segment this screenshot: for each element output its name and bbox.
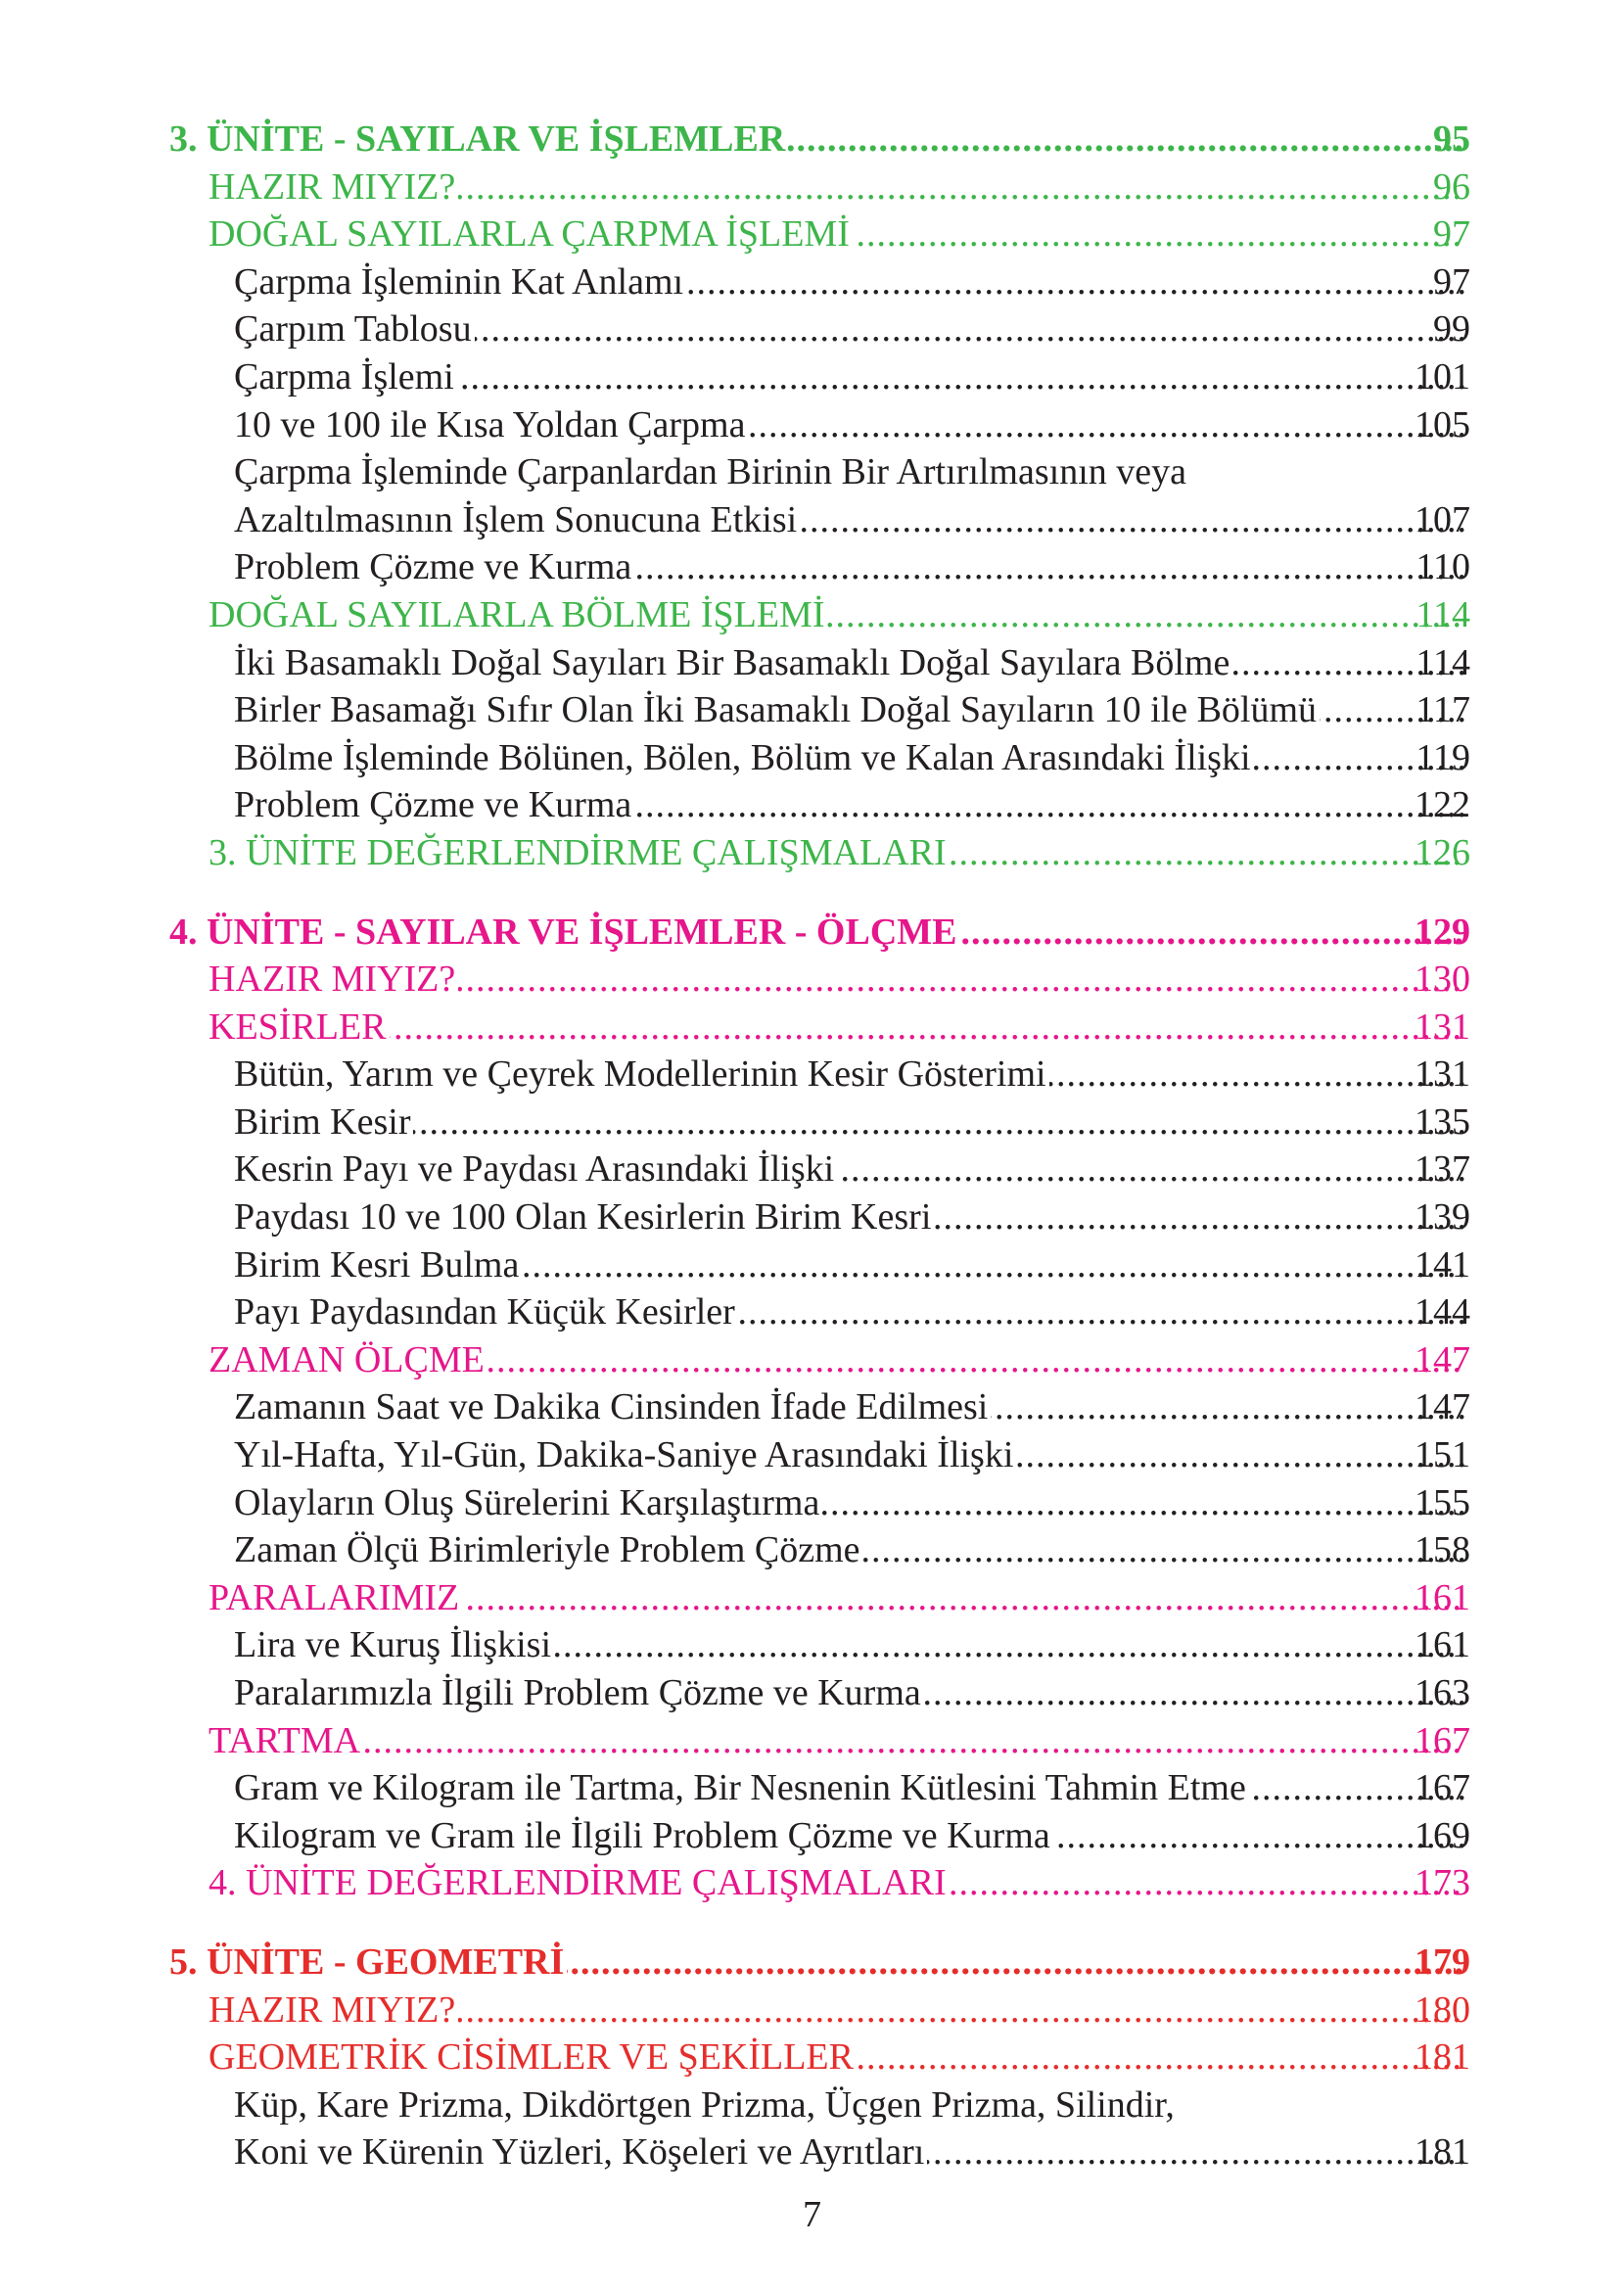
toc-page-number: 131 [1415, 1053, 1470, 1096]
topic-entry[interactable] [0, 1812, 1624, 1860]
page-number: 7 [803, 2194, 821, 2235]
topic-entry[interactable] [0, 1193, 1624, 1241]
toc-entry-title: HAZIR MIYIZ? [209, 958, 458, 1000]
toc-entry-title: Kesrin Payı ve Paydası Arasındaki İlişki [234, 1148, 837, 1190]
toc-leader [234, 1099, 1464, 1146]
toc-page-number: 141 [1415, 1243, 1470, 1286]
toc-entry-title: Çarpma İşleminde Çarpanlardan Birinin Bir Artırılmasının veya [234, 451, 1189, 492]
chapter-entry[interactable] [0, 1987, 1624, 2034]
toc-page-number: 95 [1433, 118, 1470, 160]
chapter-entry[interactable] [0, 1859, 1624, 1907]
toc-leader [169, 1939, 1464, 1987]
toc-entry-title: Gram ve Kilogram ile Tartma, Bir Nesnenin Kütlesini Tahmin Etme [234, 1767, 1249, 1808]
toc-entry-title: 10 ve 100 ile Kısa Yoldan Çarpma [234, 404, 748, 445]
toc-page-number: 114 [1415, 593, 1470, 635]
toc-leader [209, 2034, 1464, 2081]
topic-entry[interactable] [0, 496, 1624, 544]
topic-entry[interactable] [0, 448, 1624, 496]
topic-entry[interactable] [0, 353, 1624, 401]
chapter-entry[interactable] [0, 829, 1624, 877]
toc-page-number: 96 [1433, 165, 1470, 208]
section-gap [0, 1907, 1624, 1939]
toc-page-number: 151 [1415, 1434, 1470, 1476]
toc-leader [234, 1051, 1464, 1099]
toc-entry-title: 3. ÜNİTE - SAYILAR VE İŞLEMLER [169, 118, 788, 160]
table-of-contents [0, 116, 1624, 2176]
unit-heading[interactable] [0, 909, 1624, 957]
topic-entry[interactable] [0, 1051, 1624, 1099]
topic-entry[interactable] [0, 1146, 1624, 1193]
chapter-entry[interactable] [0, 956, 1624, 1004]
toc-entry-title: Paydası 10 ve 100 Olan Kesirlerin Birim Kesri [234, 1196, 934, 1238]
toc-leader [234, 258, 1464, 306]
toc-entry-title: Birim Kesri Bulma [234, 1244, 522, 1286]
toc-leader [234, 353, 1464, 401]
toc-entry-title: Lira ve Kuruş İlişkisi [234, 1624, 554, 1665]
topic-entry[interactable] [0, 1621, 1624, 1669]
topic-entry[interactable] [0, 1241, 1624, 1289]
toc-leader [234, 543, 1464, 591]
toc-page-number: 114 [1415, 641, 1470, 683]
toc-page-number: 126 [1415, 831, 1470, 873]
toc-entry-title: İki Basamaklı Doğal Sayıları Bir Basamaklı Doğal Sayılara Bölme [234, 642, 1232, 683]
chapter-entry[interactable] [0, 1004, 1624, 1052]
toc-entry-title: PARALARIMIZ [209, 1577, 462, 1618]
topic-entry[interactable] [0, 1669, 1624, 1717]
toc-page-number: 144 [1415, 1291, 1470, 1333]
toc-entry-title: 5. ÜNİTE - GEOMETRİ [169, 1941, 567, 1983]
toc-page-number: 99 [1433, 308, 1470, 351]
toc-page-number: 139 [1415, 1196, 1470, 1239]
toc-entry-title: KESİRLER [209, 1006, 390, 1048]
toc-entry-title: Çarpım Tablosu [234, 308, 475, 350]
toc-page-number: 147 [1415, 1386, 1470, 1428]
topic-entry[interactable] [0, 1099, 1624, 1146]
toc-leader [209, 1987, 1464, 2034]
toc-entry-title: 3. ÜNİTE DEĞERLENDİRME ÇALIŞMALARI [209, 832, 950, 873]
toc-entry-title: 4. ÜNİTE - SAYILAR VE İŞLEMLER - ÖLÇME [169, 912, 960, 953]
toc-entry-title: 4. ÜNİTE DEĞERLENDİRME ÇALIŞMALARI [209, 1862, 950, 1903]
toc-page-number: 137 [1415, 1148, 1470, 1191]
toc-entry-title: Problem Çözme ve Kurma [234, 784, 634, 825]
toc-entry-title: Problem Çözme ve Kurma [234, 546, 634, 587]
topic-entry[interactable] [0, 1431, 1624, 1479]
toc-page-number: 135 [1415, 1100, 1470, 1143]
toc-page-number: 181 [1415, 2131, 1470, 2174]
toc-entry-title: Çarpma İşleminin Kat Anlamı [234, 261, 686, 303]
unit-heading[interactable] [0, 1939, 1624, 1987]
toc-entry-title: DOĞAL SAYILARLA ÇARPMA İŞLEMİ [209, 213, 853, 255]
toc-leader [234, 448, 1526, 496]
toc-leader [234, 1193, 1464, 1241]
toc-page-number: 129 [1415, 911, 1470, 953]
toc-leader [234, 1764, 1464, 1812]
toc-leader [234, 1479, 1464, 1527]
toc-entry-title: Kilogram ve Gram ile İlgili Problem Çözme ve Kurma [234, 1815, 1053, 1856]
toc-entry-title: Olayların Oluş Sürelerini Karşılaştırma [234, 1482, 822, 1523]
topic-entry[interactable] [0, 781, 1624, 829]
toc-leader [234, 2081, 1526, 2129]
toc-leader [169, 909, 1464, 957]
toc-leader [234, 734, 1464, 782]
chapter-entry[interactable] [0, 210, 1624, 258]
toc-entry-title: Çarpma İşlemi [234, 356, 457, 397]
toc-page-number: 179 [1415, 1940, 1470, 1983]
chapter-entry[interactable] [0, 1574, 1624, 1622]
topic-entry[interactable] [0, 258, 1624, 306]
toc-leader [234, 1288, 1464, 1336]
toc-page-number: 122 [1415, 784, 1470, 826]
toc-entry-title: Zaman Ölçü Birimleriyle Problem Çözme [234, 1529, 863, 1570]
toc-leader [234, 305, 1464, 353]
topic-entry[interactable] [0, 686, 1624, 734]
toc-page-number: 167 [1415, 1767, 1470, 1809]
topic-entry[interactable] [0, 2128, 1624, 2176]
toc-entry-title: Payı Paydasından Küçük Kesirler [234, 1291, 738, 1333]
toc-page-number: 155 [1415, 1481, 1470, 1523]
unit-heading[interactable] [0, 116, 1624, 164]
chapter-entry[interactable] [0, 1717, 1624, 1765]
toc-leader [234, 1241, 1464, 1289]
topic-entry[interactable] [0, 543, 1624, 591]
topic-entry[interactable] [0, 1288, 1624, 1336]
toc-leader [209, 1717, 1464, 1765]
toc-page-number: 107 [1415, 498, 1470, 540]
toc-page-number: 105 [1415, 403, 1470, 445]
toc-leader [234, 1383, 1464, 1431]
chapter-entry[interactable] [0, 2034, 1624, 2081]
chapter-entry[interactable] [0, 1336, 1624, 1384]
toc-page-number: 147 [1415, 1338, 1470, 1380]
toc-leader [209, 591, 1464, 639]
toc-page-number: 130 [1415, 958, 1470, 1001]
toc-leader [234, 1146, 1464, 1193]
toc-leader [234, 781, 1464, 829]
toc-leader [234, 1431, 1464, 1479]
toc-entry-title: Yıl-Hafta, Yıl-Gün, Dakika-Saniye Arasındaki İlişki [234, 1434, 1016, 1475]
topic-entry[interactable] [0, 401, 1624, 449]
toc-entry-title: GEOMETRİK CİSİMLER VE ŞEKİLLER [209, 2036, 857, 2078]
toc-page-number: 173 [1415, 1862, 1470, 1904]
toc-page-number: 167 [1415, 1719, 1470, 1761]
toc-leader [209, 829, 1464, 877]
toc-entry-title: Küp, Kare Prizma, Dikdörtgen Prizma, Üçgen Prizma, Silindir, [234, 2084, 1178, 2126]
toc-entry-title: HAZIR MIYIZ? [209, 166, 458, 208]
topic-entry[interactable] [0, 1383, 1624, 1431]
toc-entry-title: Koni ve Kürenin Yüzleri, Köşeleri ve Ayrıtları [234, 2131, 927, 2173]
topic-entry[interactable] [0, 1479, 1624, 1527]
toc-page-number: 161 [1415, 1576, 1470, 1618]
toc-leader [234, 1669, 1464, 1717]
toc-entry-title: TARTMA [209, 1720, 363, 1761]
toc-leader [169, 116, 1464, 164]
toc-leader [209, 1859, 1464, 1907]
topic-entry[interactable] [0, 2081, 1624, 2129]
toc-leader [234, 2128, 1464, 2176]
topic-entry[interactable] [0, 1764, 1624, 1812]
toc-entry-title: HAZIR MIYIZ? [209, 1989, 458, 2031]
toc-leader [209, 1574, 1464, 1622]
toc-entry-title: Birim Kesir [234, 1101, 413, 1143]
toc-entry-title: DOĞAL SAYILARLA BÖLME İŞLEMİ [209, 594, 827, 635]
toc-entry-title: ZAMAN ÖLÇME [209, 1339, 487, 1380]
toc-page-number: 180 [1415, 1988, 1470, 2031]
toc-entry-title: Bölme İşleminde Bölünen, Bölen, Bölüm ve Kalan Arasındaki İlişki [234, 737, 1254, 778]
toc-entry-title: Birler Basamağı Sıfır Olan İki Basamaklı Doğal Sayıların 10 ile Bölümü [234, 689, 1320, 730]
toc-page-number: 158 [1415, 1529, 1470, 1571]
toc-page-number: 119 [1415, 736, 1470, 778]
toc-page-number: 97 [1433, 213, 1470, 256]
toc-page-number: 101 [1415, 355, 1470, 397]
toc-leader [209, 164, 1464, 211]
toc-leader [209, 210, 1464, 258]
toc-page-number: 131 [1415, 1005, 1470, 1048]
chapter-entry[interactable] [0, 591, 1624, 639]
toc-leader [234, 401, 1464, 449]
toc-page-number: 117 [1415, 689, 1470, 731]
toc-entry-title: Bütün, Yarım ve Çeyrek Modellerinin Kesir Gösterimi [234, 1053, 1049, 1095]
toc-page-number: 110 [1415, 546, 1470, 588]
toc-page-number: 181 [1415, 2036, 1470, 2079]
toc-leader [209, 1004, 1464, 1052]
toc-page-number: 169 [1415, 1814, 1470, 1856]
toc-leader [234, 496, 1464, 544]
toc-leader [234, 639, 1464, 687]
toc-leader [234, 1526, 1464, 1574]
toc-entry-title: Zamanın Saat ve Dakika Cinsinden İfade Edilmesi [234, 1386, 991, 1427]
toc-leader [234, 1621, 1464, 1669]
topic-entry[interactable] [0, 1526, 1624, 1574]
toc-leader [209, 956, 1464, 1004]
toc-page-number: 163 [1415, 1672, 1470, 1713]
topic-entry[interactable] [0, 305, 1624, 353]
topic-entry[interactable] [0, 639, 1624, 687]
toc-entry-title: Paralarımızla İlgili Problem Çözme ve Kurma [234, 1672, 924, 1713]
chapter-entry[interactable] [0, 164, 1624, 211]
section-gap [0, 877, 1624, 909]
toc-entry-title: Azaltılmasının İşlem Sonucuna Etkisi [234, 499, 800, 540]
toc-leader [234, 686, 1464, 734]
topic-entry[interactable] [0, 734, 1624, 782]
toc-page-number: 97 [1433, 260, 1470, 303]
toc-page-number: 161 [1415, 1624, 1470, 1666]
toc-leader [234, 1812, 1464, 1860]
toc-leader [209, 1336, 1464, 1384]
